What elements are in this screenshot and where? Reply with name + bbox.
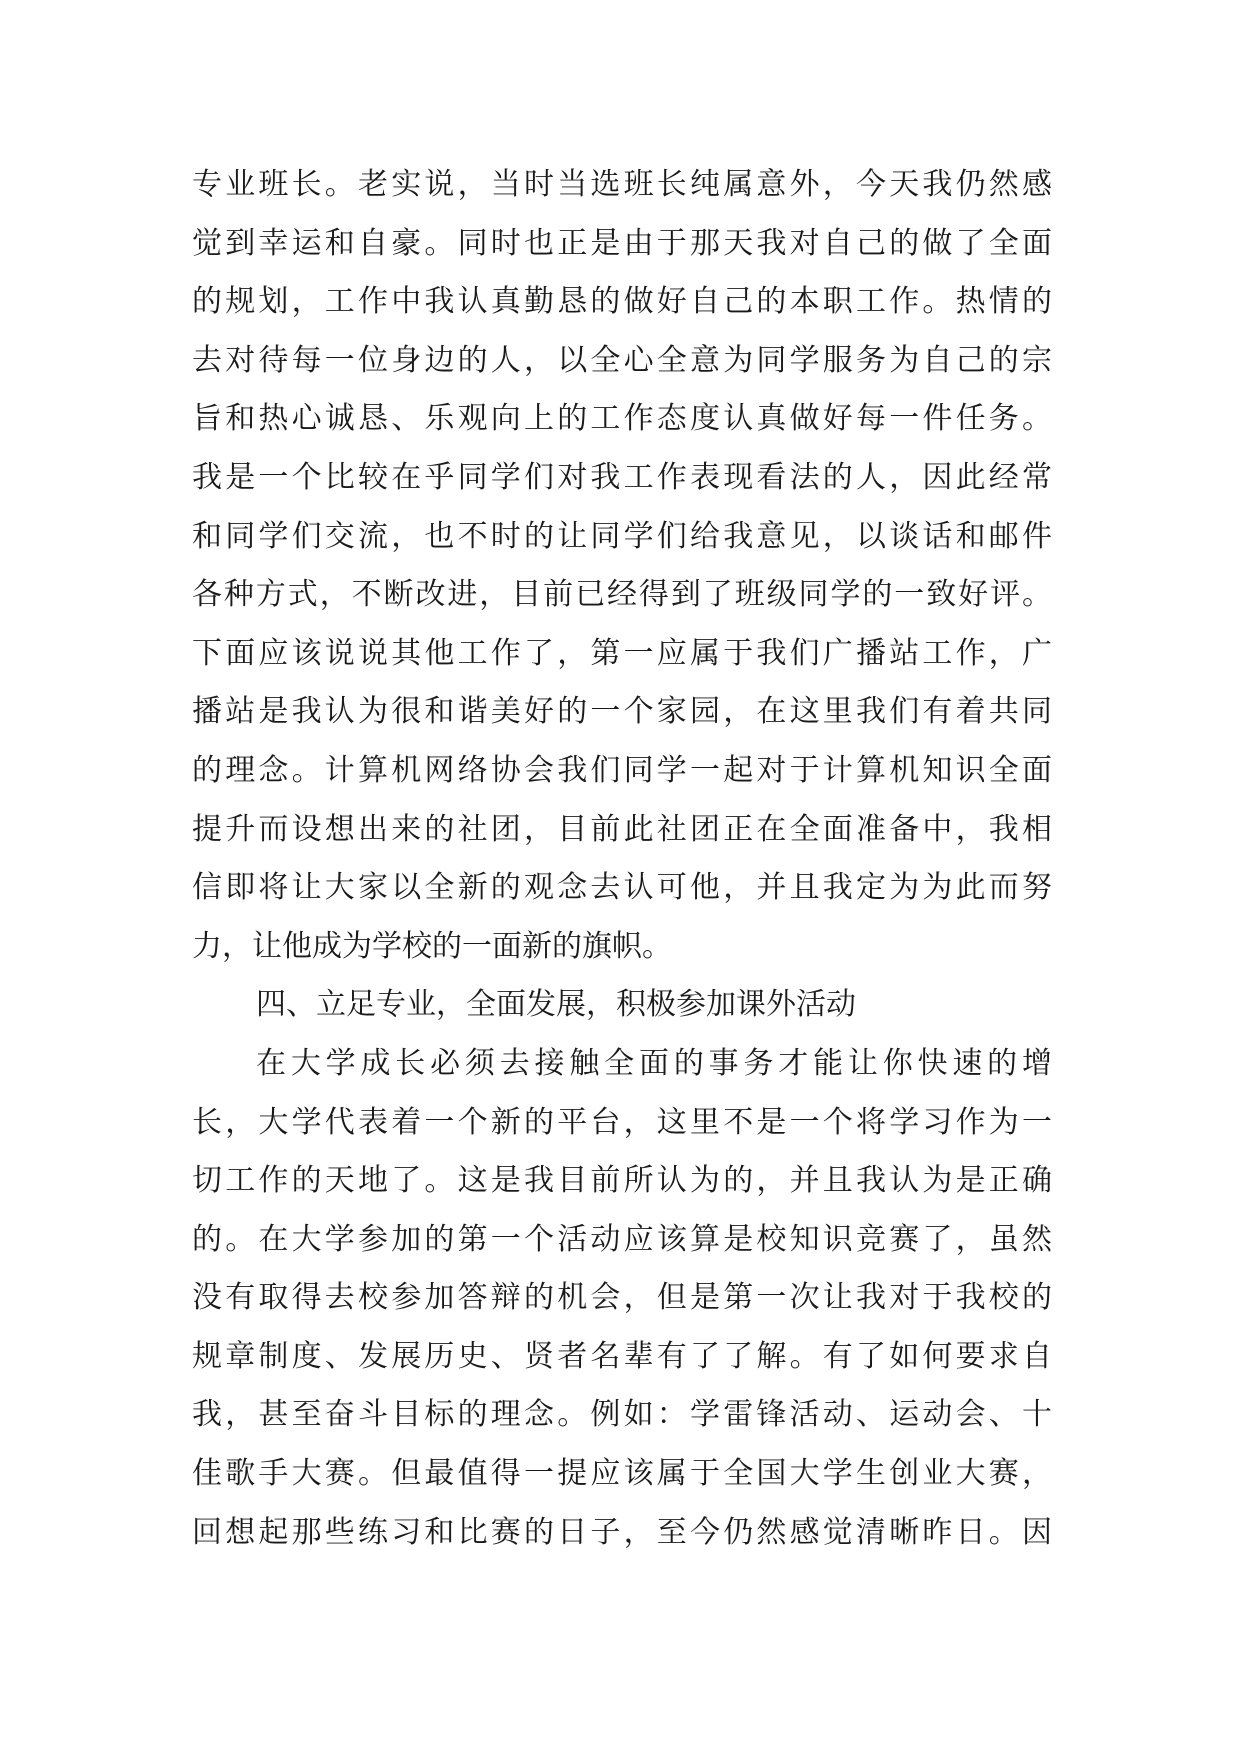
text-line: 觉到幸运和自豪。同时也正是由于那天我对自己的做了全面 bbox=[192, 225, 1052, 261]
section-heading: 四、立足专业，全面发展，积极参加课外活动 bbox=[256, 987, 856, 1023]
body-text bbox=[192, 156, 1052, 1562]
text-line: 切工作的天地了。这是我目前所认为的，并且我认为是正确 bbox=[192, 1163, 1052, 1199]
text-line: 佳歌手大赛。但最值得一提应该属于全国大学生创业大赛， bbox=[192, 1456, 1052, 1492]
text-line: 没有取得去校参加答辩的机会，但是第一次让我对于我校的 bbox=[192, 1280, 1052, 1316]
text-line: 我，甚至奋斗目标的理念。例如：学雷锋活动、运动会、十 bbox=[192, 1397, 1052, 1433]
text-line: 回想起那些练习和比赛的日子，至今仍然感觉清晰昨日。因 bbox=[192, 1514, 1052, 1550]
text-line: 规章制度、发展历史、贤者名辈有了了解。有了如何要求自 bbox=[192, 1338, 1052, 1374]
text-line: 去对待每一位身边的人，以全心全意为同学服务为自己的宗 bbox=[192, 342, 1052, 378]
text-line: 提升而设想出来的社团，目前此社团正在全面准备中，我相 bbox=[192, 811, 1052, 847]
text-line: 的。在大学参加的第一个活动应该算是校知识竞赛了，虽然 bbox=[192, 1221, 1052, 1257]
text-line: 力，让他成为学校的一面新的旗帜。 bbox=[192, 928, 672, 964]
text-line: 播站是我认为很和谐美好的一个家园，在这里我们有着共同 bbox=[192, 694, 1052, 730]
text-line: 的理念。计算机网络协会我们同学一起对于计算机知识全面 bbox=[192, 752, 1052, 788]
text-line: 的规划，工作中我认真勤恳的做好自己的本职工作。热情的 bbox=[192, 284, 1052, 320]
text-line: 信即将让大家以全新的观念去认可他，并且我定为为此而努 bbox=[192, 870, 1052, 906]
text-line: 长，大学代表着一个新的平台，这里不是一个将学习作为一 bbox=[192, 1104, 1052, 1140]
text-line: 旨和热心诚恳、乐观向上的工作态度认真做好每一件任务。 bbox=[192, 401, 1052, 437]
text-line: 专业班长。老实说，当时当选班长纯属意外，今天我仍然感 bbox=[192, 167, 1052, 202]
text-line: 下面应该说说其他工作了，第一应属于我们广播站工作，广 bbox=[192, 635, 1052, 671]
text-line: 各种方式，不断改进，目前已经得到了班级同学的一致好评。 bbox=[192, 577, 1052, 613]
text-line: 在大学成长必须去接触全面的事务才能让你快速的增 bbox=[256, 1045, 1052, 1081]
text-line: 我是一个比较在乎同学们对我工作表现看法的人，因此经常 bbox=[192, 459, 1052, 495]
text-line: 和同学们交流，也不时的让同学们给我意见，以谈话和邮件 bbox=[192, 518, 1052, 554]
